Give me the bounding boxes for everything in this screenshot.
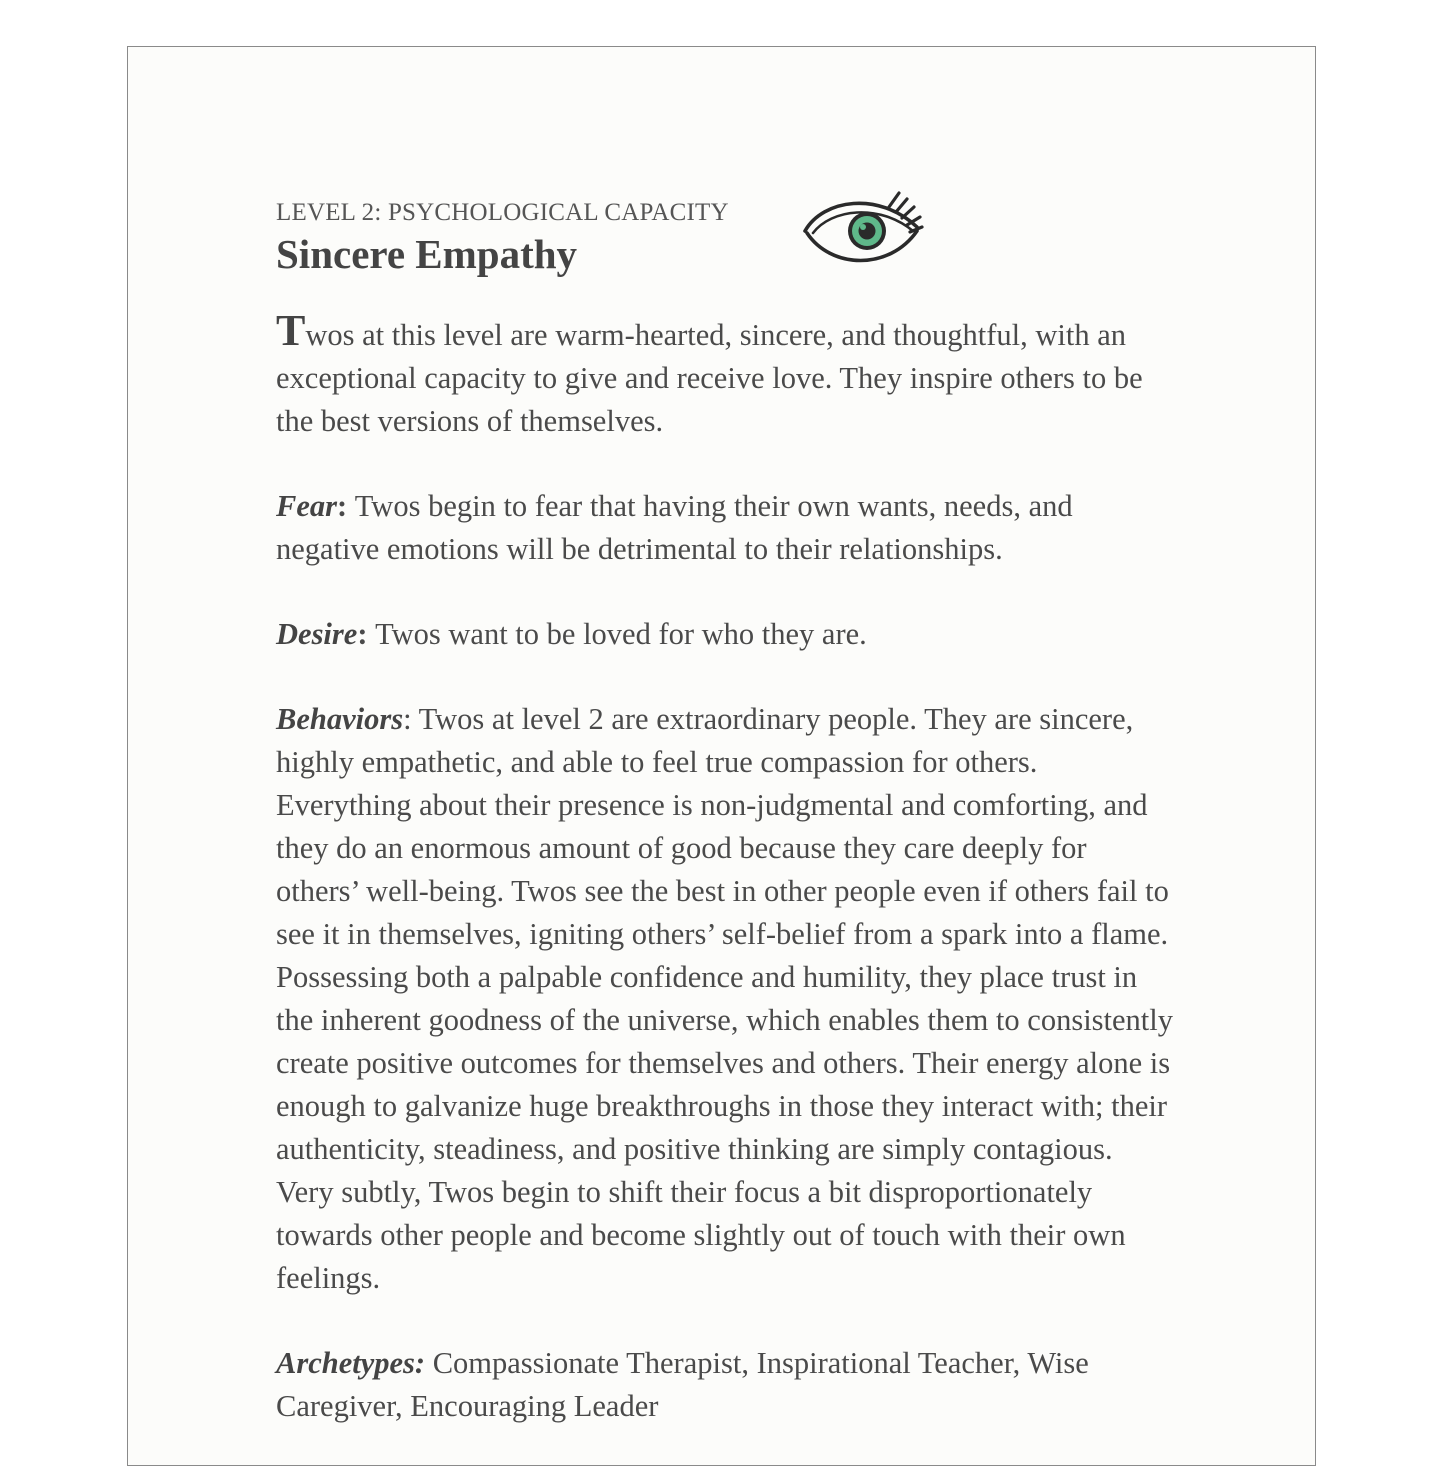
desire-text: Twos want to be loved for who they are. — [375, 617, 867, 651]
desire-separator: : — [357, 617, 376, 651]
intro-text: wos at this level are warm-hearted, sincere, and thoughtful, with an exceptional capacity to give and receive love. They inspire others to be the best versions of themselves. — [276, 318, 1143, 438]
page-content — [276, 197, 1176, 1428]
fear-text: Twos begin to fear that having their own wants, needs, and negative emotions will be detrimental to their relationships. — [276, 489, 1073, 566]
desire-label: Desire — [276, 617, 358, 651]
fear-paragraph — [276, 485, 1176, 571]
drop-cap: T — [276, 306, 306, 355]
behaviors-separator: : — [403, 702, 419, 736]
behaviors-text: Twos at level 2 are extraordinary people. They are sincere, highly empathetic, and able to feel true compassion for others. Everything about their presence is non-judgmental and comforting, and they do an enormous amount of good because they care deeply for others’ well-being. Twos see the best in other people even if others fail to see it in themselves, igniting others’ self-belief from a spark into a flame. Possessing both a palpable confidence and humility, they place trust in the inherent goodness of the universe, which enables them to consistently create positive outcomes for themselves and others. Their energy alone is enough to galvanize huge breakthroughs in those they interact with; their authenticity, steadiness, and positive thinking are simply contagious. Very subtly, Twos begin to shift their focus a bit disproportionately towards other people and become slightly out of touch with their own feelings. — [276, 702, 1173, 1295]
fear-separator: : — [337, 489, 355, 523]
behaviors-paragraph — [276, 698, 1176, 1300]
page-title: Sincere Empathy — [276, 231, 578, 277]
level-kicker: LEVEL 2: PSYCHOLOGICAL CAPACITY — [276, 199, 729, 226]
archetypes-text: Compassionate Therapist, Inspirational Teacher, Wise Caregiver, Encouraging Leader — [276, 1346, 1089, 1423]
desire-paragraph — [276, 613, 1176, 656]
header-block — [276, 197, 1176, 279]
archetypes-paragraph — [276, 1342, 1176, 1428]
intro-paragraph — [276, 306, 1176, 443]
behaviors-label: Behaviors — [276, 702, 404, 736]
archetypes-separator — [425, 1346, 433, 1380]
fear-label: Fear — [276, 489, 337, 523]
eye-icon — [801, 187, 925, 273]
document-page — [127, 46, 1316, 1466]
archetypes-label: Archetypes: — [276, 1346, 426, 1380]
